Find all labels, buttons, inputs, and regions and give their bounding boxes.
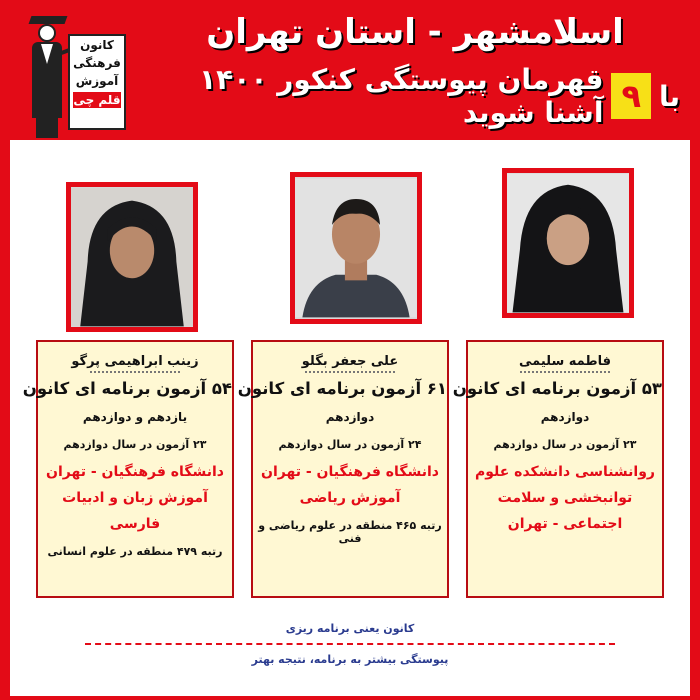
student-university: روانشناسی دانشکده علوم توانبخشی و سلامت اجتماعی - تهران <box>474 464 655 532</box>
footer-tagline: پیوستگی بیشتر به برنامه، نتیجه بهتر <box>251 653 449 666</box>
header-banner <box>0 0 700 140</box>
footer-divider <box>85 643 615 645</box>
student-year12-exams: ۲۳ آزمون در سال دوازدهم <box>493 438 637 451</box>
student-university: دانشگاه فرهنگیان - تهران آموزش زبان و ادبیات فارسی <box>46 464 224 532</box>
page-subtitle <box>150 63 680 129</box>
logo-board <box>68 34 126 130</box>
student-photo-zeinab <box>66 182 198 332</box>
student-name: زینب ابراهیمی پرگو <box>71 354 199 369</box>
name-divider <box>90 371 180 373</box>
champion-count-badge: ۹ <box>611 73 651 119</box>
logo-line-1: کانون <box>80 38 114 52</box>
student-exam-count: ۵۴ آزمون برنامه ای کانون <box>22 379 232 398</box>
page-title: اسلامشهر - استان تهران <box>206 12 624 52</box>
teacher-figure-icon <box>28 16 68 140</box>
student-photo-ali <box>290 172 422 324</box>
student-university: دانشگاه فرهنگیان - تهران آموزش ریاضی <box>261 464 439 506</box>
name-divider <box>520 371 610 373</box>
student-card-zeinab <box>22 340 234 598</box>
portrait-female-icon <box>507 173 629 313</box>
student-grades: دوازدهم <box>540 410 590 424</box>
student-grades: یازدهم و دوازدهم <box>82 410 188 424</box>
student-grades: دوازدهم <box>325 410 375 424</box>
student-card-ali <box>237 340 449 598</box>
logo-line-3: آموزش <box>75 74 119 88</box>
subtitle-text: قهرمان پیوستگی کنکور ۱۴۰۰ آشنا شوید <box>199 63 604 129</box>
logo-brand: قلم چی <box>73 93 121 107</box>
subtitle-prefix: با <box>658 79 680 113</box>
student-exam-count: ۵۳ آزمون برنامه ای کانون <box>452 379 662 398</box>
kanoon-logo <box>28 10 128 140</box>
student-year12-exams: ۲۳ آزمون در سال دوازدهم <box>63 438 207 451</box>
student-name: علی جعفر بگلو <box>301 354 399 369</box>
student-name: فاطمه سلیمی <box>518 354 612 369</box>
student-rank: رتبه ۴۷۹ منطقه در علوم انسانی <box>47 545 223 558</box>
name-divider <box>305 371 395 373</box>
portrait-female-icon <box>71 187 193 327</box>
student-exam-count: ۶۱ آزمون برنامه ای کانون <box>237 379 447 398</box>
footer <box>10 600 690 696</box>
student-photo-fatemeh <box>502 168 634 318</box>
portrait-male-icon <box>295 177 417 319</box>
student-year12-exams: ۲۴ آزمون در سال دوازدهم <box>278 438 422 451</box>
student-card-fatemeh <box>452 340 664 598</box>
footer-slogan: کانون یعنی برنامه ریزی <box>285 622 415 635</box>
logo-line-2: فرهنگی <box>73 56 121 70</box>
student-rank: رتبه ۴۶۵ منطقه در علوم ریاضی و فنی <box>258 519 442 545</box>
